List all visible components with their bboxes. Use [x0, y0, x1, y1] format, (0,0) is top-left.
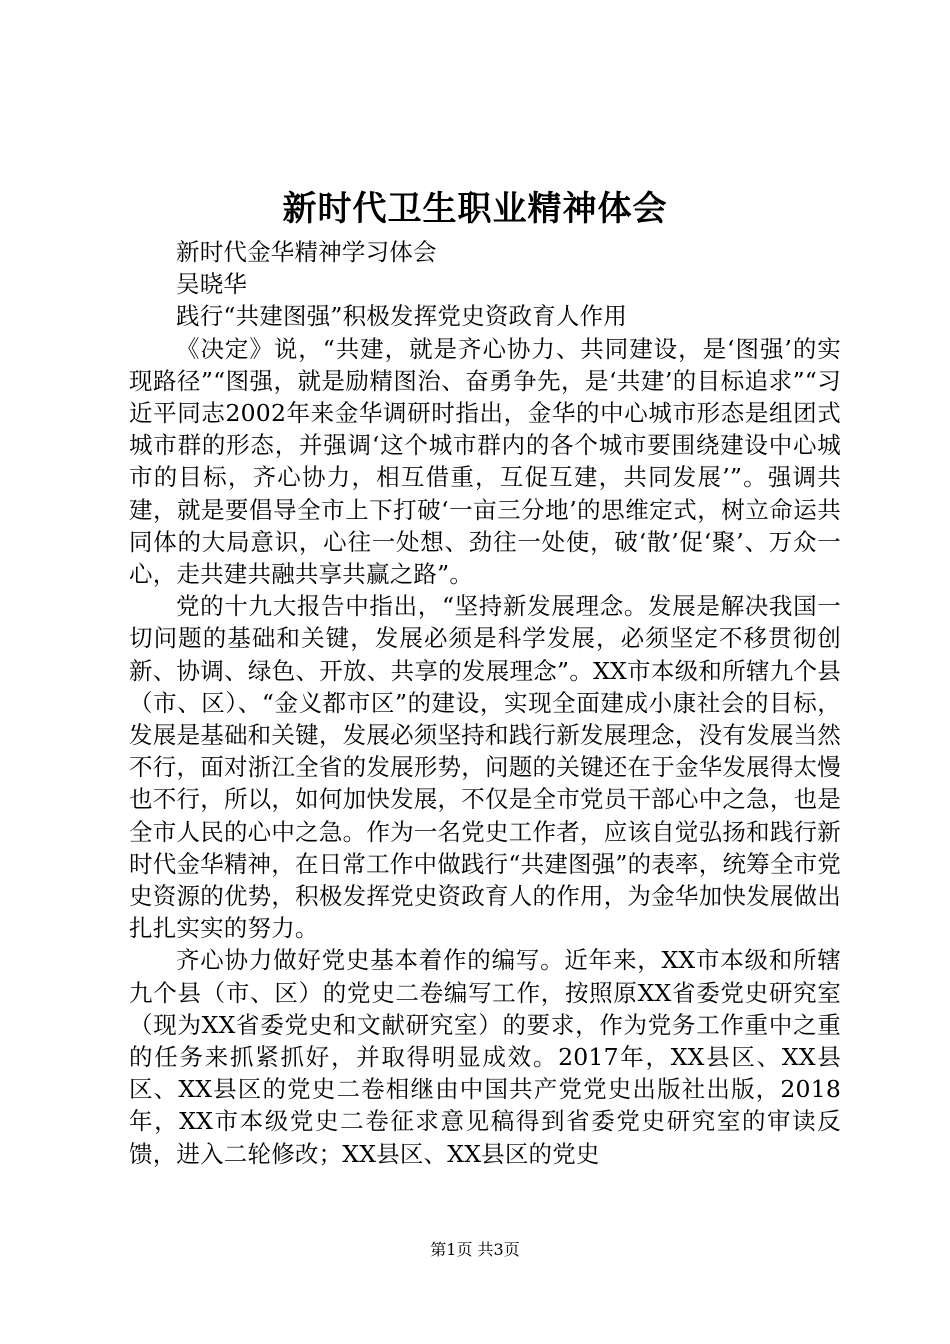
subtitle-line: 新时代金华精神学习体会 — [176, 238, 437, 266]
document-title: 新时代卫生职业精神体会 — [282, 189, 668, 229]
document-body — [129, 236, 841, 1170]
paragraph: 党的十九大报告中指出，“坚持新发展理念。发展是解决我国一切问题的基础和关键，发展必须是科学发展，必须坚定不移贯彻创新、协调、绿色、开放、共享的发展理念”。XX市本级和所辖九个县（市、区）、“金义都市区”的建设，实现全面建成小康社会的目标，发展是基础和关键，发展必须坚持和践行新发展理念，没有发展当然不行，面对浙江全省的发展形势，问题的关键还在于金华发展得太慢也不行，所以，如何加快发展，不仅是全市党员干部心中之急，也是全市人民的心中之急。作为一名党史工作者，应该自觉弘扬和践行新时代金华精神，在日常工作中做践行“共建图强”的表率，统筹全市党史资源的优势，积极发挥党史资政育人的作用，为金华加快发展做出扎扎实实的努力。 — [129, 592, 841, 943]
paragraph: 《决定》说，“共建，就是齐心协力、共同建设，是‘图强’的实现路径”“图强，就是励精图治、奋勇争先，是‘共建’的目标追求”“习近平同志2002年来金华调研时指出，金华的中心城市形态是组团式城市群的形态，并强调‘这个城市群内的各个城市要围绕建设中心城市的目标，齐心协力，相互借重，互促互建，共同发展’”。强调共建，就是要倡导全市上下打破‘一亩三分地’的思维定式，树立命运共同体的大局意识，心往一处想、劲往一处使，破‘散’促‘聚’、万众一心，走共建共融共享共赢之路”。 — [129, 334, 841, 589]
page-footer — [0, 1239, 950, 1261]
author-line: 吴晓华 — [176, 270, 248, 299]
page-indicator: 第1页 共3页 — [430, 1240, 520, 1259]
paragraph: 齐心协力做好党史基本着作的编写。近年来，XX市本级和所辖九个县（市、区）的党史二卷编写工作，按照原XX省委党史研究室（现为XX省委党史和文献研究室）的要求，作为党务工作重中之重的任务来抓紧抓好，并取得明显成效。2017年，XX县区、XX县区、XX县区的党史二卷相继由中国共产党党史出版社出版，2018年，XX市本级党史二卷征求意见稿得到省委党史研究室的审读反馈，进入二轮修改；XX县区、XX县区的党史 — [129, 946, 841, 1168]
section-heading: 践行“共建图强”积极发挥党史资政育人作用 — [176, 302, 628, 331]
